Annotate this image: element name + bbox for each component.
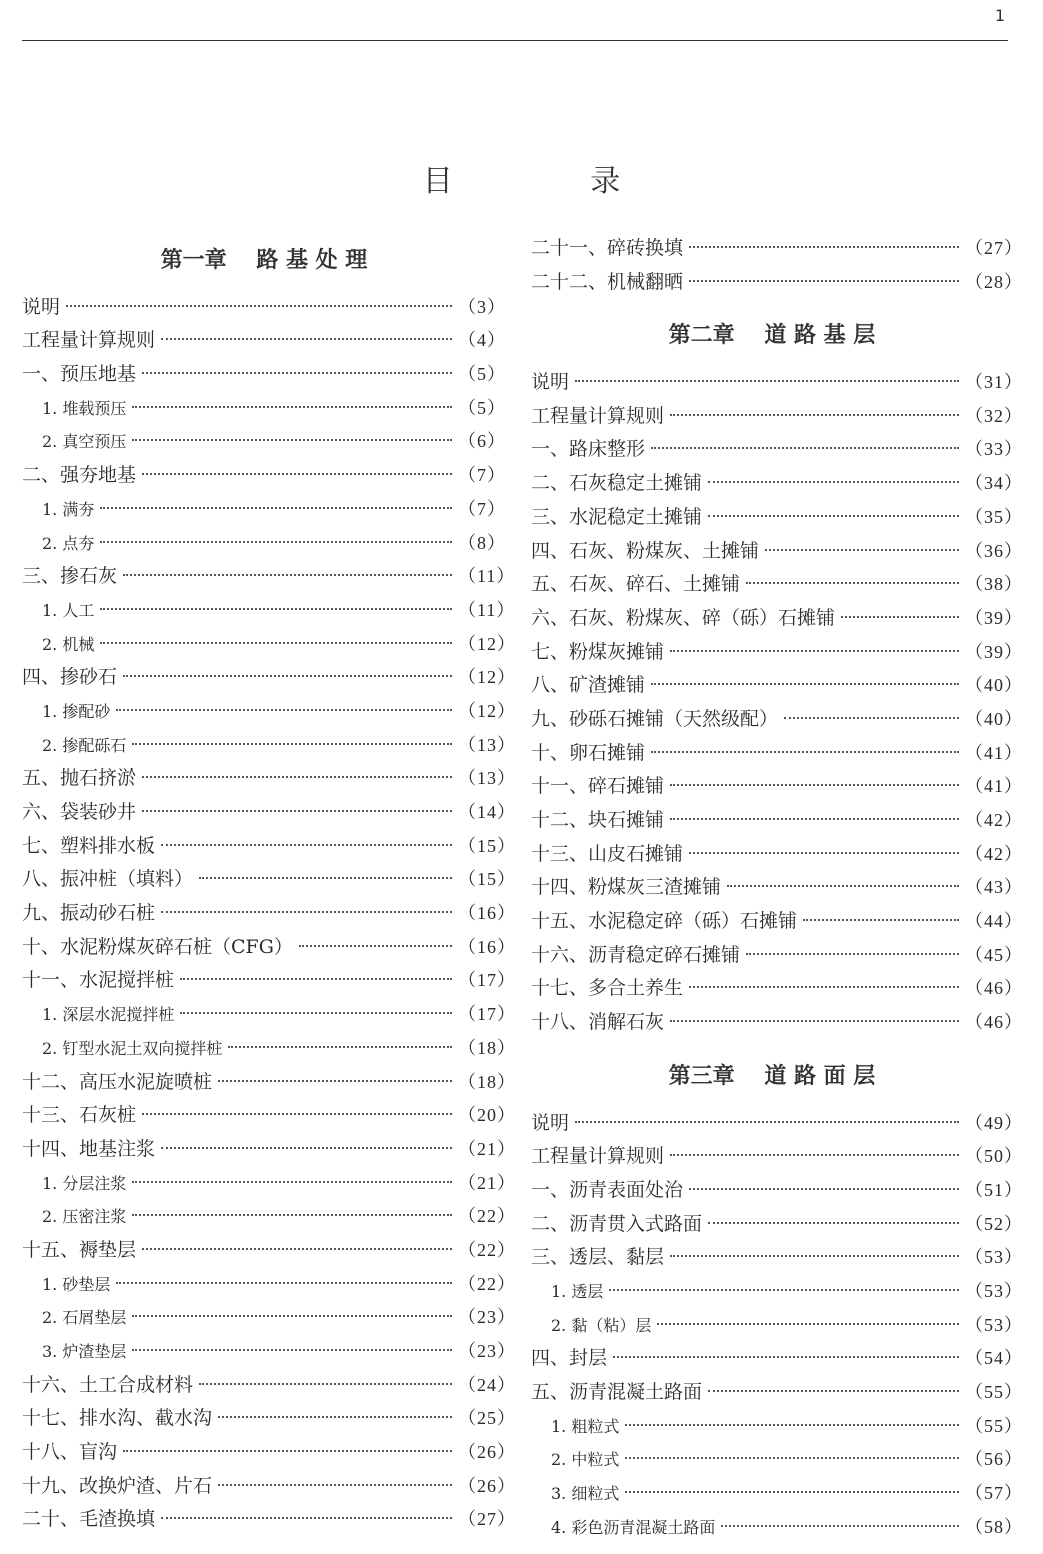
toc-entry[interactable] <box>531 501 1023 535</box>
entry-page-number: （5） <box>458 364 506 385</box>
dot-leader <box>123 675 452 677</box>
entry-label: 十六、沥青稳定碎石摊铺 <box>531 943 741 966</box>
toc-title: 目 录 <box>422 164 685 199</box>
toc-entry[interactable] <box>22 661 516 695</box>
entry-label: 1. 粗粒式 <box>551 1416 620 1436</box>
toc-entry[interactable] <box>531 400 1023 434</box>
header-rule <box>22 40 1008 41</box>
toc-entry[interactable] <box>22 1470 516 1504</box>
dot-leader <box>841 616 959 618</box>
dot-leader <box>132 743 452 745</box>
dot-leader <box>218 1080 452 1082</box>
entry-label: 工程量计算规则 <box>531 1145 665 1168</box>
entry-page-number: （16） <box>458 903 516 924</box>
entry-label: 十四、地基注浆 <box>22 1137 156 1160</box>
toc-subentry[interactable] <box>531 1410 1023 1444</box>
entry-page-number: （6） <box>458 431 506 452</box>
toc-entry[interactable] <box>22 560 516 594</box>
toc-entry[interactable] <box>531 838 1023 872</box>
entry-page-number: （7） <box>458 465 506 486</box>
toc-subentry[interactable] <box>531 1477 1023 1511</box>
entry-page-number: （32） <box>965 405 1023 426</box>
entry-page-number: （20） <box>458 1105 516 1126</box>
toc-subentry[interactable] <box>22 493 506 527</box>
entry-label: 说明 <box>531 371 570 394</box>
chapter-heading: 第一章 路 基 处 理 <box>160 248 368 273</box>
toc-entry[interactable] <box>531 232 1023 266</box>
dot-leader <box>123 574 452 576</box>
entry-label: 1. 满夯 <box>42 499 95 519</box>
toc-entry[interactable] <box>531 467 1023 501</box>
toc-entry[interactable] <box>531 568 1023 602</box>
dot-leader <box>100 507 452 509</box>
entry-page-number: （31） <box>965 372 1023 393</box>
toc-entry[interactable] <box>531 939 1023 973</box>
entry-page-number: （26） <box>458 1475 516 1496</box>
toc-entry[interactable] <box>531 535 1023 569</box>
dot-leader <box>708 1222 959 1224</box>
entry-label: 十九、改换炉渣、片石 <box>22 1474 213 1497</box>
entry-page-number: （40） <box>965 708 1023 729</box>
entry-label: 十一、碎石摊铺 <box>531 775 665 798</box>
entry-page-number: （43） <box>965 877 1023 898</box>
entry-page-number: （22） <box>458 1239 516 1260</box>
entry-page-number: （56） <box>965 1449 1023 1470</box>
dot-leader <box>161 1147 452 1149</box>
entry-label: 四、石灰、粉煤灰、土摊铺 <box>531 539 760 562</box>
toc-entry[interactable] <box>531 770 1023 804</box>
chapter-heading: 第二章 道 路 基 层 <box>668 323 876 349</box>
entry-label: 一、路床整形 <box>531 438 646 461</box>
entry-label: 四、掺砂石 <box>22 666 118 689</box>
entry-page-number: （14） <box>458 802 516 822</box>
toc-subentry[interactable] <box>531 1309 1023 1343</box>
dot-leader <box>657 1323 959 1325</box>
entry-page-number: （53） <box>965 1314 1023 1335</box>
entry-label: 2. 点夯 <box>42 533 95 553</box>
entry-label: 2. 真空预压 <box>42 432 127 452</box>
dot-leader <box>670 650 959 652</box>
entry-page-number: （11） <box>458 566 516 587</box>
dot-leader <box>689 852 959 854</box>
entry-label: 十八、盲沟 <box>22 1441 118 1464</box>
entry-page-number: （34） <box>965 473 1023 494</box>
dot-leader <box>116 709 452 711</box>
entry-page-number: （16） <box>458 936 516 957</box>
entry-label: 五、石灰、碎石、土摊铺 <box>531 573 741 596</box>
toc-subentry[interactable] <box>22 594 516 628</box>
entry-page-number: （5） <box>458 397 506 418</box>
toc-entry[interactable] <box>22 931 516 965</box>
entry-label: 2. 机械 <box>42 634 95 654</box>
dot-leader <box>132 1315 452 1317</box>
dot-leader <box>142 1113 452 1115</box>
entry-label: 2. 钉型水泥土双向搅拌桩 <box>42 1038 223 1058</box>
dot-leader <box>651 751 959 753</box>
toc-entry[interactable] <box>22 358 506 392</box>
toc-entry[interactable] <box>22 291 506 325</box>
page-number: 1 <box>994 6 1005 25</box>
entry-page-number: （22） <box>458 1273 516 1294</box>
toc-subentry[interactable] <box>22 1200 516 1234</box>
dot-leader <box>132 1181 452 1183</box>
entry-label: 工程量计算规则 <box>22 329 156 352</box>
toc-subentry[interactable] <box>22 998 516 1032</box>
dot-leader <box>670 1020 959 1022</box>
entry-label: 九、砂砾石摊铺（天然级配） <box>531 707 779 730</box>
toc-entry[interactable] <box>22 324 506 358</box>
dot-leader <box>689 280 959 282</box>
dot-leader <box>609 1289 959 1291</box>
entry-label: 说明 <box>531 1111 570 1134</box>
entry-label: 十、卵石摊铺 <box>531 741 646 764</box>
entry-page-number: （25） <box>458 1408 516 1429</box>
entry-page-number: （28） <box>965 271 1023 292</box>
entry-label: 二、石灰稳定土摊铺 <box>531 472 703 495</box>
entry-label: 工程量计算规则 <box>531 404 665 427</box>
entry-page-number: （24） <box>458 1374 516 1395</box>
toc-entry[interactable] <box>22 964 516 998</box>
entry-label: 十五、水泥稳定碎（砾）石摊铺 <box>531 910 798 933</box>
entry-label: 2. 石屑垫层 <box>42 1308 127 1328</box>
entry-label: 二、沥青贯入式路面 <box>531 1212 703 1235</box>
toc-entry[interactable] <box>22 1369 516 1403</box>
toc-subentry[interactable] <box>22 392 506 426</box>
dot-leader <box>161 844 452 846</box>
toc-entry[interactable] <box>22 1066 516 1100</box>
entry-page-number: （23） <box>458 1307 516 1328</box>
toc-entry[interactable] <box>22 459 506 493</box>
dot-leader <box>142 1248 452 1250</box>
entry-page-number: （18） <box>458 1071 516 1092</box>
entry-page-number: （15） <box>458 869 516 890</box>
toc-subentry[interactable] <box>531 1511 1023 1545</box>
entry-label: 十三、山皮石摊铺 <box>531 842 684 865</box>
dot-leader <box>142 473 452 475</box>
entry-label: 2. 黏（粘）层 <box>551 1315 652 1335</box>
dot-leader <box>123 1450 452 1452</box>
toc-entry[interactable] <box>22 1099 516 1133</box>
dot-leader <box>689 1188 959 1190</box>
dot-leader <box>218 1416 452 1418</box>
toc-entry[interactable] <box>22 1234 516 1268</box>
entry-page-number: （12） <box>458 700 516 721</box>
dot-leader <box>651 447 959 449</box>
entry-page-number: （27） <box>458 1509 516 1530</box>
dot-leader <box>132 406 452 408</box>
entry-label: 1. 分层注浆 <box>42 1173 127 1193</box>
entry-label: 十四、粉煤灰三渣摊铺 <box>531 876 722 899</box>
dot-leader <box>66 305 452 307</box>
entry-label: 3. 细粒式 <box>551 1484 620 1504</box>
entry-page-number: （50） <box>965 1146 1023 1167</box>
entry-label: 十、水泥粉煤灰碎石桩（CFG） <box>22 935 293 958</box>
entry-page-number: （21） <box>458 1138 516 1159</box>
toc-subentry[interactable] <box>22 1167 516 1201</box>
dot-leader <box>142 810 452 812</box>
entry-page-number: （49） <box>965 1112 1023 1133</box>
dot-leader <box>142 372 452 374</box>
dot-leader <box>132 439 452 441</box>
entry-label: 七、粉煤灰摊铺 <box>531 640 665 663</box>
entry-label: 3. 炉渣垫层 <box>42 1342 127 1361</box>
dot-leader <box>721 1525 959 1527</box>
entry-page-number: （55） <box>965 1382 1023 1402</box>
dot-leader <box>670 414 959 416</box>
entry-page-number: （40） <box>965 675 1023 696</box>
dot-leader <box>100 608 452 610</box>
entry-page-number: （7） <box>458 498 506 519</box>
toc-subentry[interactable] <box>22 1335 516 1369</box>
entry-label: 十七、多合土养生 <box>531 977 684 1000</box>
toc-subentry[interactable] <box>22 527 506 561</box>
toc-subentry[interactable] <box>22 425 506 459</box>
dot-leader <box>708 481 959 483</box>
toc-entry[interactable] <box>531 871 1023 905</box>
toc-entry[interactable] <box>22 1503 516 1537</box>
entry-label: 1. 堆载预压 <box>42 398 127 418</box>
toc-subentry[interactable] <box>22 628 516 662</box>
entry-page-number: （21） <box>458 1172 516 1193</box>
toc-entry[interactable] <box>531 804 1023 838</box>
entry-page-number: （52） <box>965 1213 1023 1234</box>
dot-leader <box>132 1214 452 1216</box>
entry-page-number: （15） <box>458 835 516 856</box>
dot-leader <box>142 776 452 778</box>
toc-subentry[interactable] <box>531 1443 1023 1477</box>
entry-page-number: （54） <box>965 1348 1023 1369</box>
entry-page-number: （17） <box>458 970 516 991</box>
toc-entry[interactable] <box>531 972 1023 1006</box>
entry-page-number: （22） <box>458 1206 516 1227</box>
dot-leader <box>116 1282 452 1284</box>
dot-leader <box>784 717 959 719</box>
entry-label: 五、抛石挤淤 <box>22 767 137 790</box>
toc-entry[interactable] <box>531 266 1023 300</box>
dot-leader <box>161 338 452 340</box>
entry-label: 六、石灰、粉煤灰、碎（砾）石摊铺 <box>531 606 836 629</box>
entry-label: 九、振动砂石桩 <box>22 902 156 925</box>
dot-leader <box>670 818 959 820</box>
toc-subentry[interactable] <box>22 729 516 763</box>
toc-entry[interactable] <box>531 366 1023 400</box>
dot-leader <box>727 885 959 887</box>
entry-label: 2. 中粒式 <box>551 1450 620 1470</box>
entry-page-number: （39） <box>965 641 1023 662</box>
entry-page-number: （55） <box>965 1415 1023 1436</box>
entry-label: 八、振冲桩（填料） <box>22 868 194 891</box>
toc-entry[interactable] <box>531 1006 1023 1040</box>
entry-page-number: （12） <box>458 633 516 654</box>
entry-label: 三、掺石灰 <box>22 565 118 588</box>
entry-page-number: （39） <box>965 607 1023 628</box>
entry-page-number: （41） <box>965 742 1023 763</box>
toc-entry[interactable] <box>22 1133 516 1167</box>
toc-entry[interactable] <box>22 830 516 864</box>
entry-page-number: （53） <box>965 1247 1023 1268</box>
dot-leader <box>180 978 452 980</box>
toc-entry[interactable] <box>531 1174 1023 1208</box>
dot-leader <box>132 1349 452 1351</box>
entry-label: 五、沥青混凝土路面 <box>531 1381 703 1403</box>
dot-leader <box>199 877 452 879</box>
toc-entry[interactable] <box>531 703 1023 737</box>
dot-leader <box>746 953 959 955</box>
dot-leader <box>803 919 959 921</box>
entry-label: 二十二、机械翻晒 <box>531 270 684 293</box>
entry-label: 2. 掺配砾石 <box>42 735 127 755</box>
entry-page-number: （51） <box>965 1179 1023 1200</box>
chapter-heading: 第三章 道 路 面 层 <box>668 1063 876 1089</box>
entry-page-number: （44） <box>965 911 1023 932</box>
dot-leader <box>625 1457 959 1459</box>
toc-entry[interactable] <box>531 1241 1023 1275</box>
entry-label: 1. 透层 <box>551 1281 604 1301</box>
entry-label: 十五、褥垫层 <box>22 1238 137 1261</box>
dot-leader <box>613 1356 959 1358</box>
entry-label: 十七、排水沟、截水沟 <box>22 1407 213 1430</box>
entry-label: 四、封层 <box>531 1347 608 1370</box>
dot-leader <box>689 986 959 988</box>
dot-leader <box>670 1255 959 1257</box>
entry-label: 八、矿渣摊铺 <box>531 674 646 697</box>
toc-entry[interactable] <box>22 863 516 897</box>
toc-column-right <box>531 232 1023 1544</box>
entry-label: 1. 掺配砂 <box>42 701 111 721</box>
entry-label: 十六、土工合成材料 <box>22 1373 194 1396</box>
toc-entry[interactable] <box>531 636 1023 670</box>
entry-label: 一、沥青表面处治 <box>531 1178 684 1201</box>
entry-page-number: （27） <box>965 238 1023 258</box>
entry-page-number: （53） <box>965 1280 1023 1301</box>
entry-page-number: （38） <box>965 574 1023 595</box>
toc-entry[interactable] <box>531 1376 1023 1410</box>
entry-page-number: （4） <box>458 330 506 351</box>
toc-subentry[interactable] <box>22 1301 516 1335</box>
dot-leader <box>670 784 959 786</box>
dot-leader <box>708 1390 959 1392</box>
toc-entry[interactable] <box>22 762 516 796</box>
dot-leader <box>161 1517 452 1519</box>
toc-column-left <box>22 244 516 1537</box>
entry-label: 1. 深层水泥搅拌桩 <box>42 1005 175 1025</box>
entry-page-number: （3） <box>458 296 506 317</box>
entry-page-number: （36） <box>965 540 1023 561</box>
entry-label: 二十一、碎砖换填 <box>531 237 684 259</box>
toc-subentry[interactable] <box>22 1032 516 1066</box>
dot-leader <box>180 1012 452 1014</box>
toc-entry[interactable] <box>531 433 1023 467</box>
entry-label: 4. 彩色沥青混凝土路面 <box>551 1517 716 1537</box>
dot-leader <box>625 1491 959 1493</box>
toc-entry[interactable] <box>22 796 516 830</box>
entry-label: 三、透层、黏层 <box>531 1246 665 1269</box>
dot-leader <box>575 380 959 382</box>
entry-page-number: （57） <box>965 1483 1023 1504</box>
entry-page-number: （11） <box>458 599 516 620</box>
entry-page-number: （41） <box>965 776 1023 797</box>
entry-page-number: （18） <box>458 1037 516 1058</box>
toc-entry[interactable] <box>531 1107 1023 1141</box>
dot-leader <box>199 1383 452 1385</box>
entry-label: 十八、消解石灰 <box>531 1011 665 1034</box>
toc-subentry[interactable] <box>22 695 516 729</box>
dot-leader <box>228 1046 452 1048</box>
toc-entry[interactable] <box>531 1140 1023 1174</box>
entry-page-number: （13） <box>458 734 516 755</box>
toc-entry[interactable] <box>531 737 1023 771</box>
entry-page-number: （33） <box>965 439 1023 460</box>
entry-page-number: （12） <box>458 667 516 688</box>
entry-page-number: （8） <box>458 532 506 553</box>
dot-leader <box>625 1424 959 1426</box>
dot-leader <box>100 642 452 644</box>
dot-leader <box>765 549 959 551</box>
entry-page-number: （23） <box>458 1341 516 1361</box>
dot-leader <box>299 945 452 947</box>
entry-page-number: （46） <box>965 1012 1023 1033</box>
entry-page-number: （13） <box>458 768 516 789</box>
entry-page-number: （45） <box>965 944 1023 965</box>
dot-leader <box>708 515 959 517</box>
toc-subentry[interactable] <box>531 1275 1023 1309</box>
entry-page-number: （46） <box>965 978 1023 999</box>
entry-page-number: （35） <box>965 506 1023 527</box>
entry-label: 说明 <box>22 295 61 318</box>
entry-page-number: （26） <box>458 1442 516 1463</box>
dot-leader <box>651 683 959 685</box>
toc-subentry[interactable] <box>22 1268 516 1302</box>
toc-entry[interactable] <box>531 1342 1023 1376</box>
entry-label: 2. 压密注浆 <box>42 1207 127 1227</box>
entry-label: 三、水泥稳定土摊铺 <box>531 505 703 528</box>
entry-label: 二、强夯地基 <box>22 464 137 487</box>
entry-label: 1. 人工 <box>42 600 95 620</box>
toc-entry[interactable] <box>531 1208 1023 1242</box>
dot-leader <box>161 911 452 913</box>
toc-entry[interactable] <box>22 1436 516 1470</box>
dot-leader <box>670 1154 959 1156</box>
entry-label: 二十、毛渣换填 <box>22 1508 156 1531</box>
entry-label: 十二、块石摊铺 <box>531 809 665 831</box>
dot-leader <box>689 246 959 248</box>
toc-entry[interactable] <box>531 905 1023 939</box>
toc-entry[interactable] <box>531 602 1023 636</box>
entry-label: 十一、水泥搅拌桩 <box>22 969 175 992</box>
entry-label: 1. 砂垫层 <box>42 1274 111 1294</box>
entry-label: 一、预压地基 <box>22 363 137 386</box>
dot-leader <box>100 541 452 543</box>
toc-entry[interactable] <box>22 1402 516 1436</box>
entry-label: 十三、石灰桩 <box>22 1104 137 1127</box>
entry-label: 七、塑料排水板 <box>22 834 156 857</box>
dot-leader <box>575 1121 959 1123</box>
entry-label: 六、袋装砂井 <box>22 801 137 823</box>
entry-page-number: （17） <box>458 1004 516 1025</box>
entry-label: 十二、高压水泥旋喷桩 <box>22 1070 213 1093</box>
entry-page-number: （58） <box>965 1516 1023 1537</box>
entry-page-number: （42） <box>965 810 1023 830</box>
dot-leader <box>218 1484 452 1486</box>
entry-page-number: （42） <box>965 843 1023 864</box>
toc-entry[interactable] <box>531 669 1023 703</box>
dot-leader <box>746 582 959 584</box>
toc-entry[interactable] <box>22 897 516 931</box>
